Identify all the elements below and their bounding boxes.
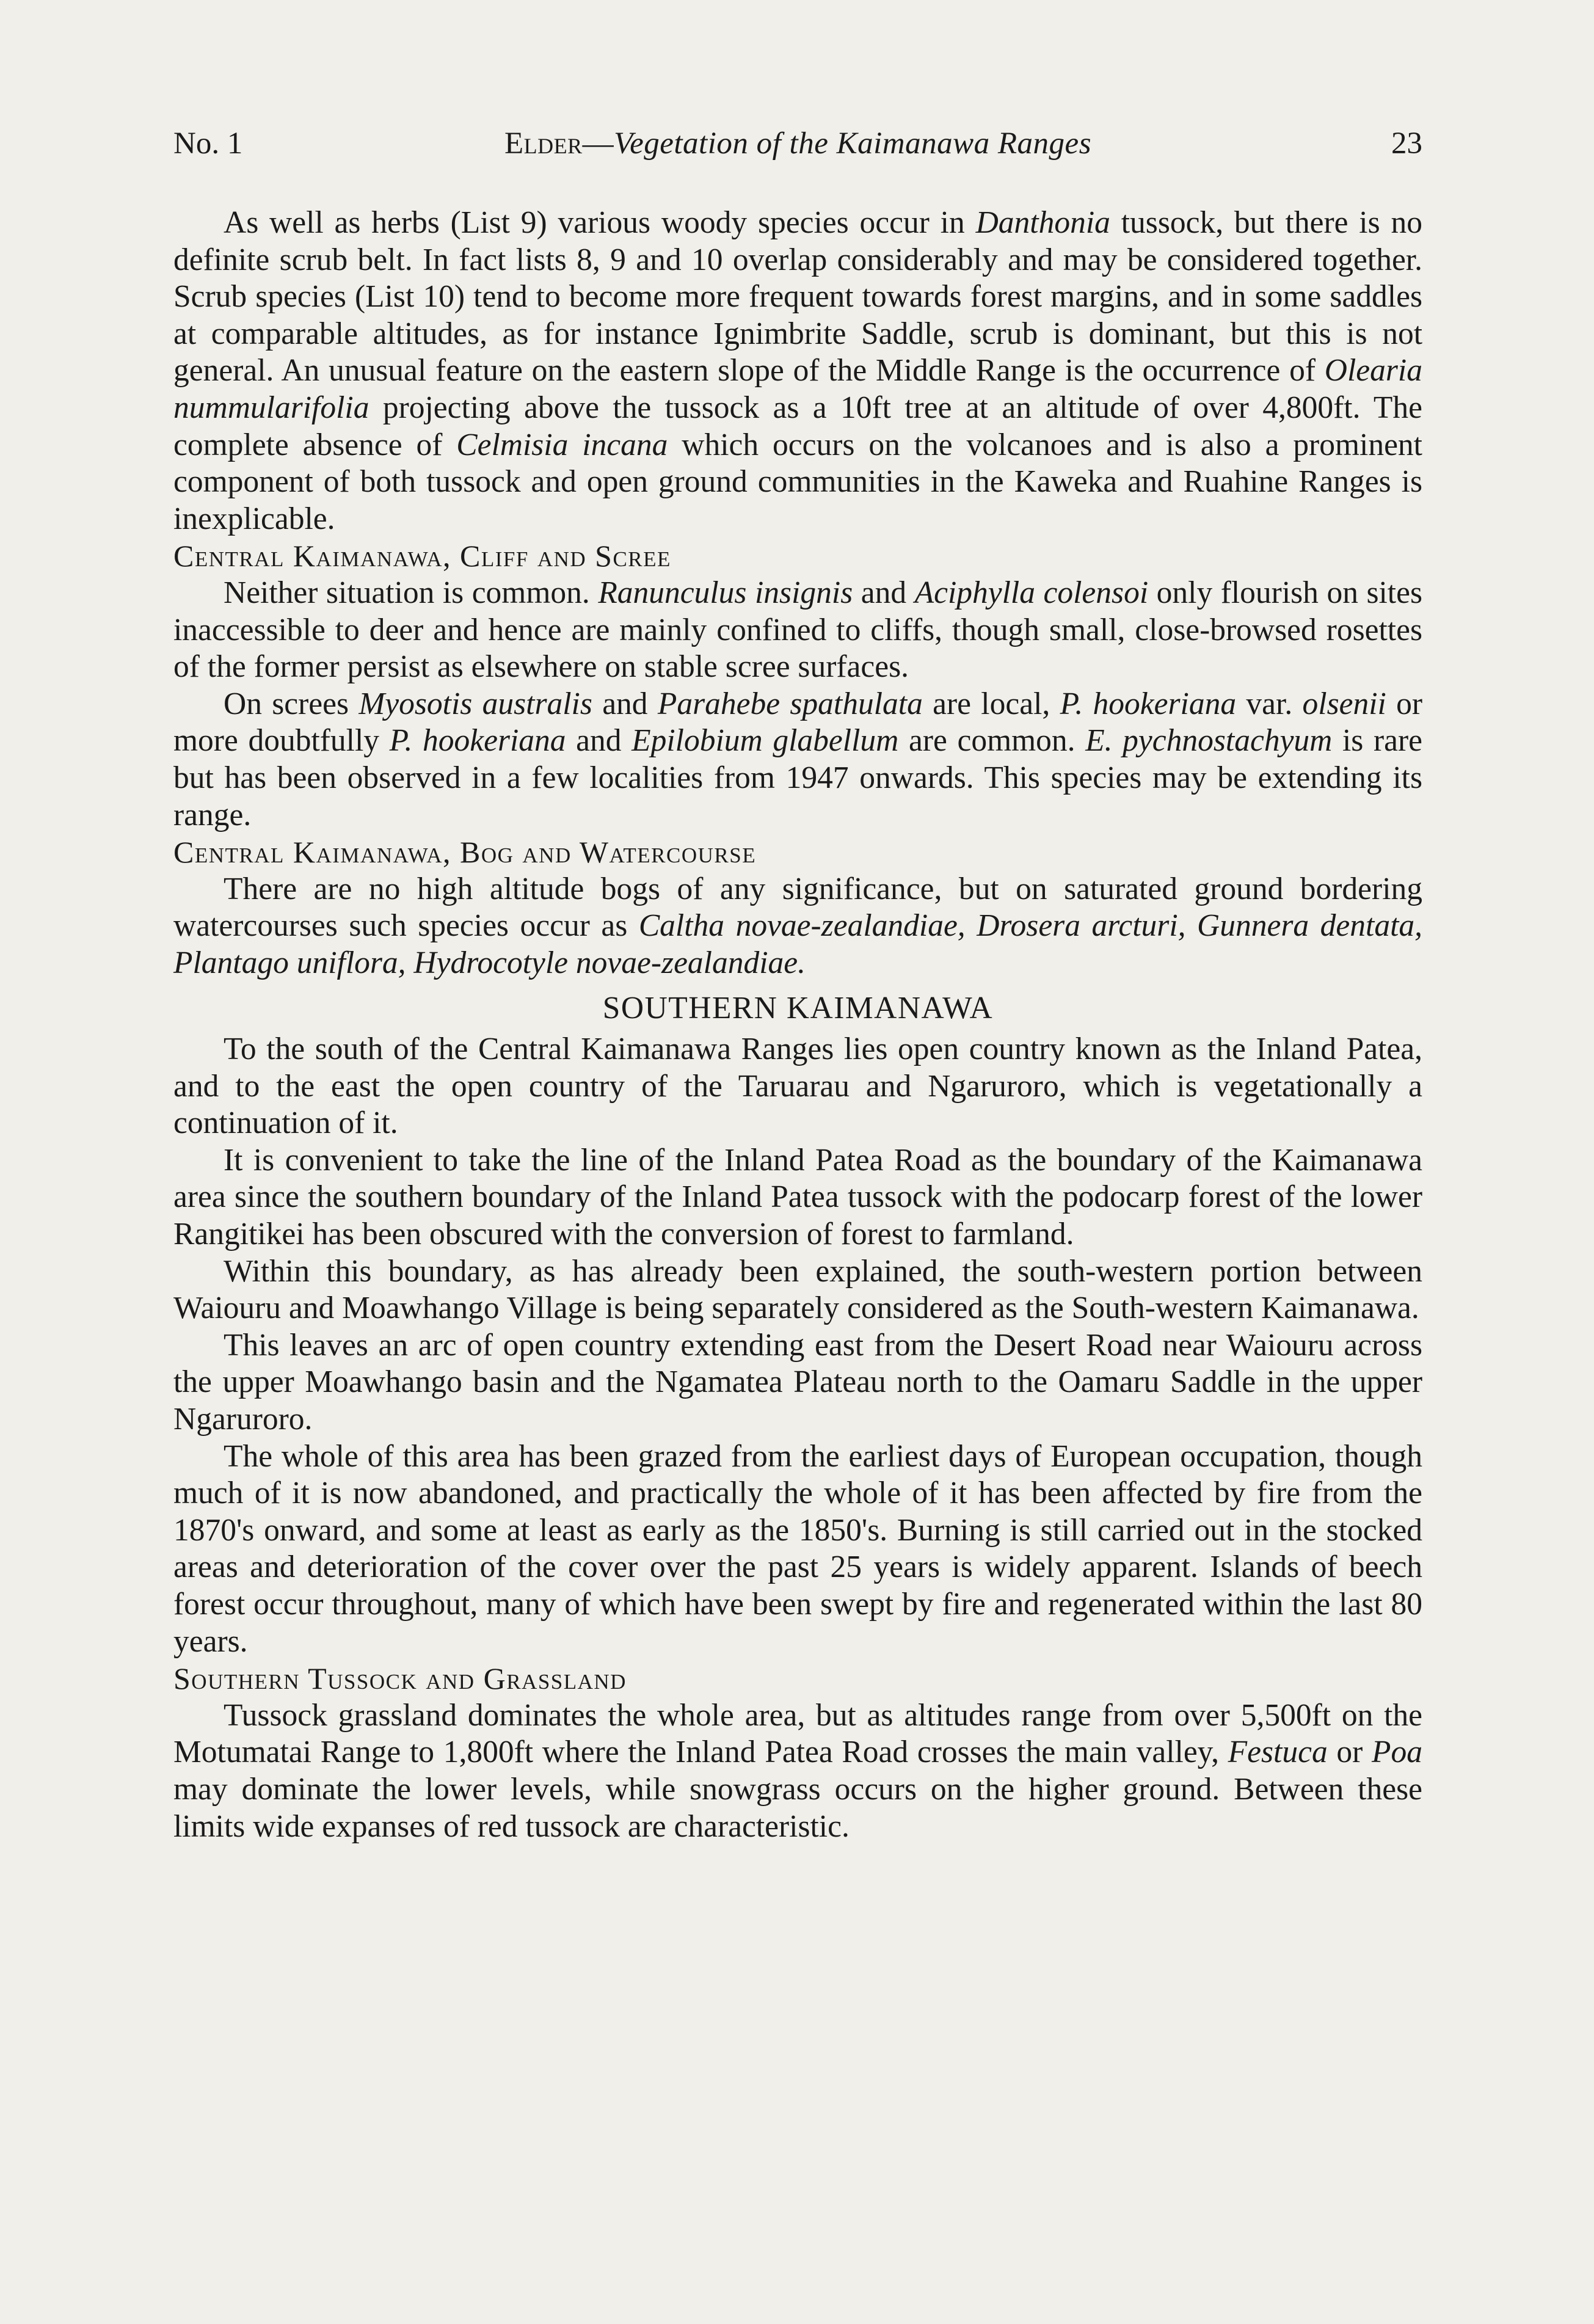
subheading-tussock-grassland: Southern Tussock and Grassland <box>173 1661 627 1696</box>
paragraph-7: Within this boundary, as has already been explained, the south-western portion between Waiouru and Moawhango Village is being separately considered as the South-western Kaimanawa. <box>173 1253 1422 1326</box>
paragraph-3: On screes Myosotis australis and Parahebe spathulata are local, P. hookeriana var. olsenii or more doubtfully P. hookeriana and Epilobium glabellum are common. E. pychnostachyum is rare but has been observed in a few localities from 1947 onwards. This species may be extending its range. <box>173 686 1423 832</box>
paragraph-8: This leaves an arc of open country extending east from the Desert Road near Waiouru across the upper Moawhango basin and the Ngamatea Plateau north to the Oamaru Saddle in the upper Ngaruroro. <box>173 1327 1422 1437</box>
subheading-cliff-scree: Central Kaimanawa, Cliff and Scree <box>173 539 671 574</box>
article-body <box>173 205 1422 1845</box>
paragraph-9: The whole of this area has been grazed from the earliest days of European occupation, though much of it is now abandoned, and practically the whole of it has been affected by fire from the 1870's onward, and some at least as early as the 1850's. Burning is still carried out in the stocked areas and deterioration of the cover over the past 25 years is widely apparent. Islands of beech forest occur throughout, many of which have been swept by fire and regenerated within the last 80 years. <box>173 1438 1422 1659</box>
paragraph-5: To the south of the Central Kaimanawa Ranges lies open country known as the Inland Patea, and to the east the open country of the Taruarau and Ngaruroro, which is vegetationally a continuation of it. <box>173 1032 1422 1141</box>
running-header <box>173 119 1422 168</box>
title-dash: — <box>582 126 614 161</box>
article-title: Vegetation of the Kaimanawa Ranges <box>614 126 1092 161</box>
issue-number: No. 1 <box>173 126 243 161</box>
subheading-bog-watercourse: Central Kaimanawa, Bog and Watercourse <box>173 835 757 870</box>
section-heading: SOUTHERN KAIMANAWA <box>602 991 994 1026</box>
paragraph-10: Tussock grassland dominates the whole area, but as altitudes range from over 5,500ft on the Motumatai Range to 1,800ft where the Inland Patea Road crosses the main valley, Festuca or Poa may dominate the lower levels, while snowgrass occurs on the higher ground. Between these limits wide expanses of red tussock are characteristic. <box>173 1697 1422 1844</box>
paragraph-6: It is convenient to take the line of the Inland Patea Road as the boundary of the Kaimanawa area since the southern boundary of the Inland Patea tussock with the podocarp forest of the lower Rangitikei has been obscured with the conversion of forest to farmland. <box>173 1142 1422 1252</box>
paragraph-1: As well as herbs (List 9) various woody species occur in Danthonia tussock, but there is no definite scrub belt. In fact lists 8, 9 and 10 overlap considerably and may be considered together. Scrub species (List 10) tend to become more frequent towards forest margins, and in some saddles at comparable altitudes, as for instance Ignimbrite Saddle, scrub is dominant, but this is not general. An unusual feature on the eastern slope of the Middle Range is the occurrence of Olearia nummularifolia projecting above the tussock as a 10ft tree at an altitude of over 4,800ft. The complete absence of Celmisia incana which occurs on the volcanoes and is also a prominent component of both tussock and open ground communities in the Kaweka and Ruahine Ranges is inexplicable. <box>173 205 1422 536</box>
author-name: Elder <box>504 126 583 161</box>
page-number: 23 <box>1391 126 1422 161</box>
paragraph-2: Neither situation is common. Ranunculus insignis and Aciphylla colensoi only flourish on sites inaccessible to deer and hence are mainly confined to cliffs, though small, close-browsed rosettes of the former persist as elsewhere on stable scree surfaces. <box>173 575 1423 685</box>
paragraph-4: There are no high altitude bogs of any significance, but on saturated ground bordering watercourses such species occur as Caltha novae-zealandiae, Drosera arcturi, Gunnera dentata, Plantago uniflora, Hydrocotyle novae-zealandiae. <box>173 871 1423 980</box>
running-title <box>173 119 1422 168</box>
